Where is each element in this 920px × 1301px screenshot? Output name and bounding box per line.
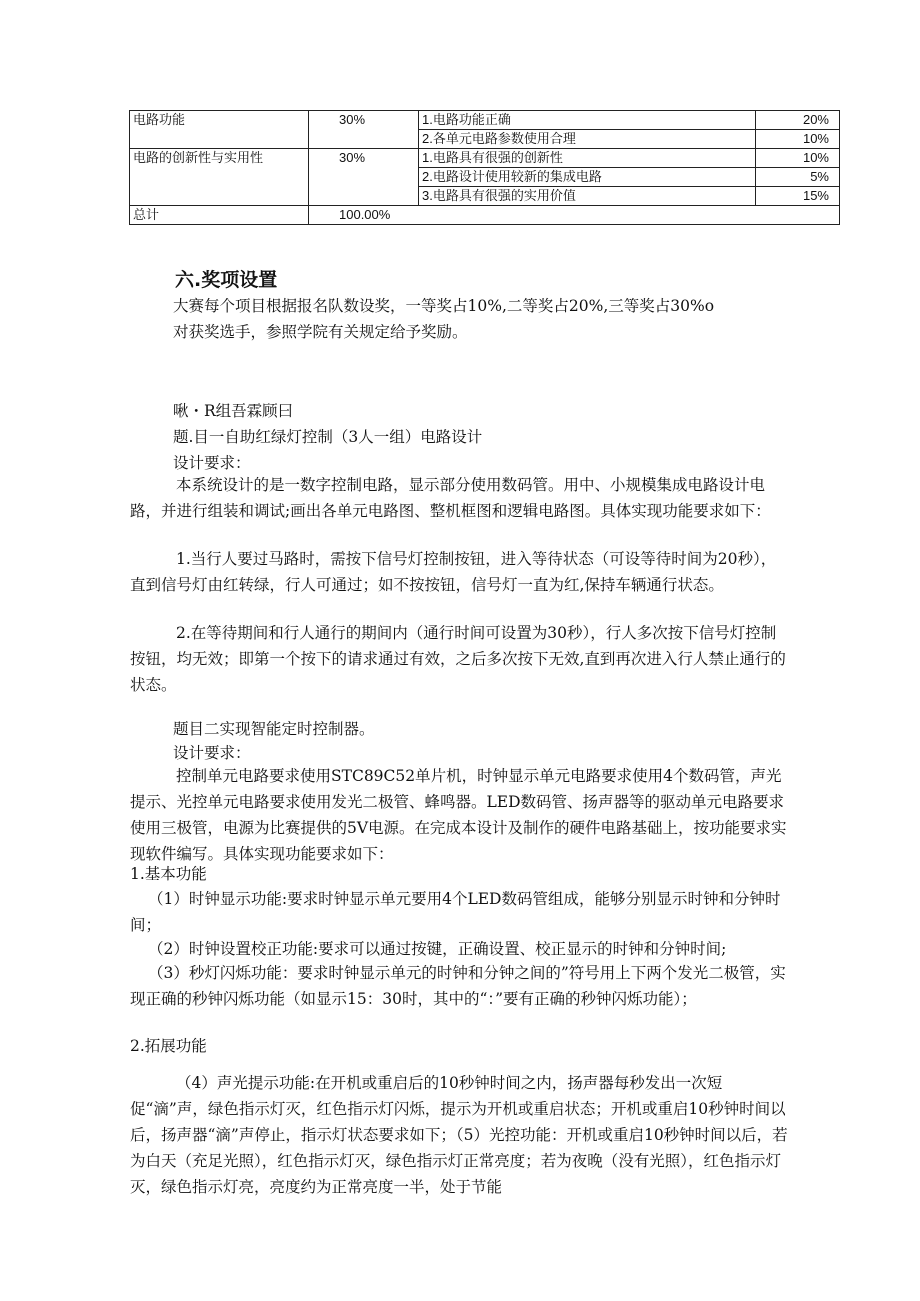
subsection-heading: 2.拓展功能	[130, 1037, 207, 1055]
requirement-label: 设计要求：	[173, 744, 251, 762]
table-cell: 1.电路功能正确	[419, 111, 756, 130]
body-paragraph: （3）秒灯闪烁功能：要求时钟显示单元的时钟和分钟之间的”符号用上下两个发光二极管，实现正确的秒钟闪烁功能（如显示15：30时，其中的“：”要有正确的秒钟闪烁功能）；	[130, 964, 786, 1008]
topic-title: 题.目一自助红绿灯控制（3人一组）电路设计	[173, 428, 483, 446]
table-cell: 总计	[130, 206, 309, 225]
topic-title: 题目二实现智能定时控制器。	[173, 720, 375, 738]
body-paragraph: 1.当行人要过马路时，需按下信号灯控制按钮，进入等待状态（可设等待时间为20秒），直到信号灯由红转绿，行人可通过；如不按按钮，信号灯一直为红,保持车辆通行状态。	[130, 550, 777, 594]
body-paragraph: （4）声光提示功能:在开机或重启后的10秒钟时间之内，扬声器每秒发出一次短促“滴”声，绿色指示灯灭，红色指示灯闪烁，提示为开机或重启状态；开机或重启10秒钟时间以后，扬声器“滴”声停止，指示灯状态要求如下；（5）光控功能：开机或重启10秒钟时间以后，若为白天（充足光照），红色指示灯灭，绿色指示灯正常亮度；若为夜晚（没有光照），红色指示灯灭，绿色指示灯亮，亮度约为正常亮度一半，处于节能	[130, 1074, 788, 1196]
award-paragraph: 大赛每个项目根据报名队数设奖，一等奖占10%,二等奖占20%,三等奖占30%o	[173, 297, 715, 315]
topic-header: 啾・R组吾霖顾曰	[173, 402, 294, 420]
body-paragraph: 控制单元电路要求使用STC89C52单片机，时钟显示单元电路要求使用4个数码管，声光提示、光控单元电路要求使用发光二极管、蜂鸣器。LED数码管、扬声器等的驱动单元电路要求使用三极管，电源为比赛提供的5V电源。在完成本设计及制作的硬件电路基础上，按功能要求实现软件编写。具体实现功能要求如下：	[130, 767, 787, 863]
table-cell: 电路功能	[130, 111, 309, 149]
body-paragraph: 2.在等待期间和行人通行的期间内（通行时间可设置为30秒），行人多次按下信号灯控制按钮，均无效；即第一个按下的请求通过有效，之后多次按下无效,直到再次进入行人禁止通行的状态。	[130, 624, 786, 694]
table-cell: 10%	[756, 130, 840, 149]
table-cell: 电路的创新性与实用性	[130, 149, 309, 206]
table-cell: 1.电路具有很强的创新性	[419, 149, 756, 168]
table-cell: 2.各单元电路参数使用合理	[419, 130, 756, 149]
table-cell: 2.电路设计使用较新的集成电路	[419, 168, 756, 187]
body-paragraph: （1）时钟显示功能:要求时钟显示单元要用4个LED数码管组成，能够分别显示时钟和分钟时间；	[130, 890, 781, 934]
requirement-label: 设计要求：	[173, 454, 251, 472]
table-cell: 15%	[756, 187, 840, 206]
table-cell: 3.电路具有很强的实用价值	[419, 187, 756, 206]
table-cell: 10%	[756, 149, 840, 168]
body-paragraph: 本系统设计的是一数字控制电路，显示部分使用数码管。用中、小规模集成电路设计电路，并进行组装和调试;画出各单元电路图、整机框图和逻辑电路图。具体实现功能要求如下：	[130, 476, 771, 520]
subsection-heading: 1.基本功能	[130, 865, 207, 883]
scoring-table	[129, 110, 840, 225]
table-cell: 5%	[756, 168, 840, 187]
table-cell: 30%	[309, 111, 419, 149]
body-paragraph: （2）时钟设置校正功能:要求可以通过按键，正确设置、校正显示的时钟和分钟时间;	[148, 940, 727, 958]
award-paragraph: 对获奖选手，参照学院有关规定给予奖励。	[173, 323, 468, 341]
table-cell: 30%	[309, 149, 419, 206]
table-cell: 20%	[756, 111, 840, 130]
table-cell: 100.00%	[309, 206, 840, 225]
section-heading: 六.奖项设置	[175, 269, 278, 291]
